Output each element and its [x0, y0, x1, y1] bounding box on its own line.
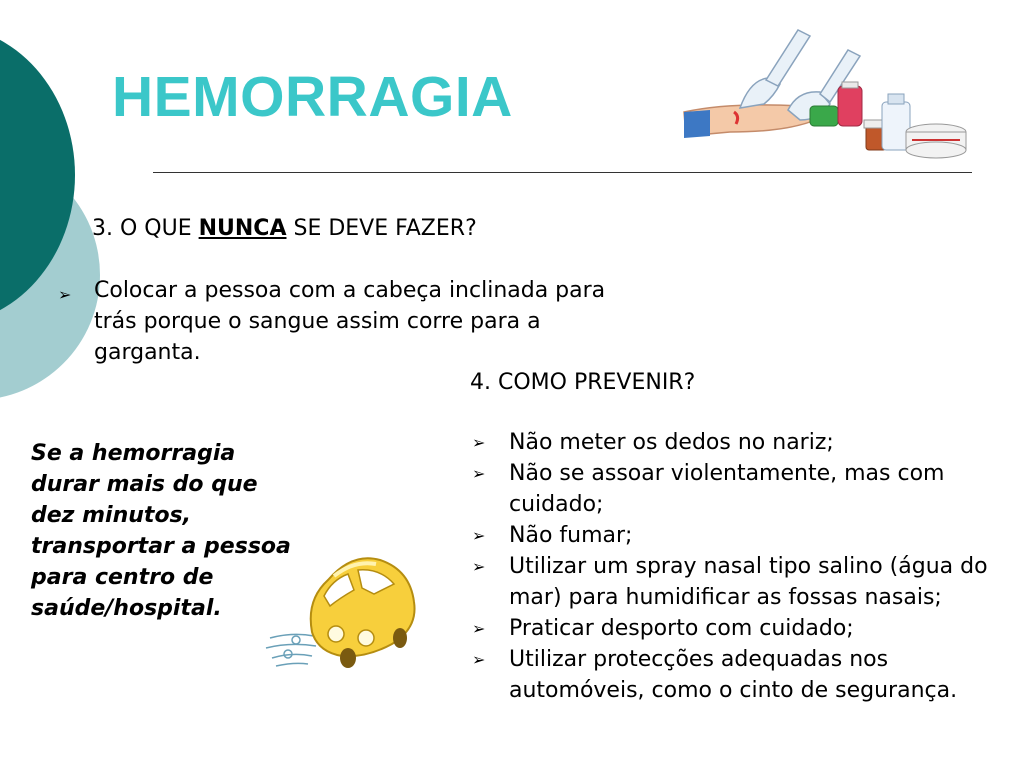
section3-heading: 3. O QUE NUNCA SE DEVE FAZER? — [92, 216, 477, 241]
section3-item: Colocar a pessoa com a cabeça inclinada para trás porque o sangue assim corre para a garganta. — [94, 278, 606, 365]
arrow-bullet-icon: ➢ — [472, 433, 486, 452]
arrow-bullet-icon: ➢ — [472, 619, 486, 638]
title-divider — [153, 172, 972, 173]
arrow-bullet-icon: ➢ — [472, 526, 486, 545]
first-aid-illustration — [670, 20, 970, 165]
section4-heading: 4. COMO PREVENIR? — [470, 370, 696, 395]
arrow-bullet-icon: ➢ — [58, 285, 72, 304]
prevention-list — [472, 427, 992, 706]
slide-title: HEMORRAGIA — [112, 65, 513, 129]
list-item: ➢ Utilizar um spray nasal tipo salino (água do mar) para humidificar as fossas nasais; — [472, 551, 992, 613]
list-item: ➢ Não meter os dedos no nariz; — [472, 427, 992, 458]
arrow-bullet-icon: ➢ — [472, 650, 486, 669]
arrow-bullet-icon: ➢ — [472, 464, 486, 483]
list-item: ➢ Não fumar; — [472, 520, 992, 551]
nunca-emphasis: NUNCA — [198, 216, 287, 241]
list-item: ➢ Praticar desporto com cuidado; — [472, 613, 992, 644]
arrow-bullet-icon: ➢ — [472, 557, 486, 576]
hospital-warning: Se a hemorragia durar mais do que dez minutos, transportar a pessoa para centro de saúde/hospital. — [31, 441, 291, 621]
list-item: ➢ Não se assoar violentamente, mas com cuidado; — [472, 458, 992, 520]
list-item: ➢ Utilizar protecções adequadas nos automóveis, como o cinto de segurança. — [472, 644, 992, 706]
yellow-car-illustration — [262, 540, 422, 675]
